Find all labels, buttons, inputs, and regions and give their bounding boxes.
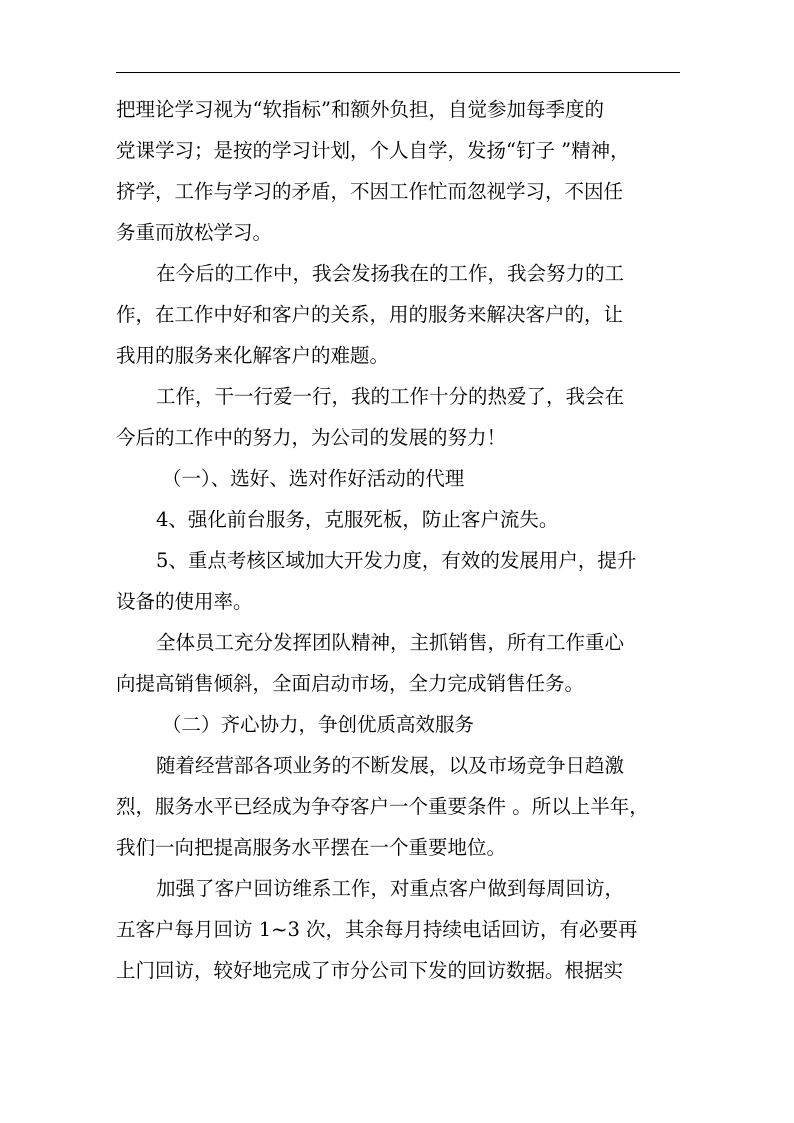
list-item-4: 4、强化前台服务，克服死板，防止客户流失。 [156, 508, 559, 531]
document-body [116, 89, 682, 991]
text-line-19: 我们一向把提高服务水平摆在一个重要地位。 [116, 836, 507, 859]
text-line-1: 把理论学习视为“软指标”和额外负担，自觉参加每季度的 [116, 98, 604, 121]
text-line-20: 加强了客户回访维系工作，对重点客户做到每周回访， [156, 877, 625, 900]
text-line-8: 工作，干一行爱一行，我的工作十分的热爱了，我会在 [156, 385, 625, 408]
list-item-5: 5、重点考核区域加大开发力度，有效的发展用户，提升 [156, 549, 637, 572]
text-line-13: 设备的使用率。 [116, 590, 253, 613]
text-line-3: 挤学，工作与学习的矛盾，不因工作忙而忽视学习，不因任 [116, 180, 624, 203]
text-line-5: 在今后的工作中，我会发扬我在的工作，我会努力的工 [156, 262, 625, 285]
text-line-7: 我用的服务来化解客户的难题。 [116, 344, 390, 367]
text-line-9: 今后的工作中的努力，为公司的发展的努力！ [116, 426, 507, 449]
section-heading-1: （一）、选好、选对作好活动的代理 [162, 467, 465, 490]
text-line-18: 烈，服务水平已经成为争夺客户一个重要条件 。所以上半年， [116, 795, 649, 818]
text-line-2: 党课学习；是按的学习计划，个人自学，发扬“钉子 ”精神， [116, 139, 630, 162]
header-rule [116, 72, 680, 73]
text-line-15: 向提高销售倾斜，全面启动市场，全力完成销售任务。 [116, 672, 585, 695]
text-line-21: 五客户每月回访 1~3 次，其余每月持续电话回访，有必要再 [116, 918, 638, 941]
text-line-17: 随着经营部各项业务的不断发展，以及市场竞争日趋激 [156, 754, 625, 777]
text-line-14: 全体员工充分发挥团队精神，主抓销售，所有工作重心 [156, 631, 625, 654]
text-line-6: 作，在工作中好和客户的关系，用的服务来解决客户的，让 [116, 303, 624, 326]
section-heading-2: （二）齐心协力，争创优质高效服务 [162, 713, 475, 736]
text-line-4: 务重而放松学习。 [116, 221, 273, 244]
text-line-22: 上门回访，较好地完成了市分公司下发的回访数据。根据实 [116, 959, 624, 982]
